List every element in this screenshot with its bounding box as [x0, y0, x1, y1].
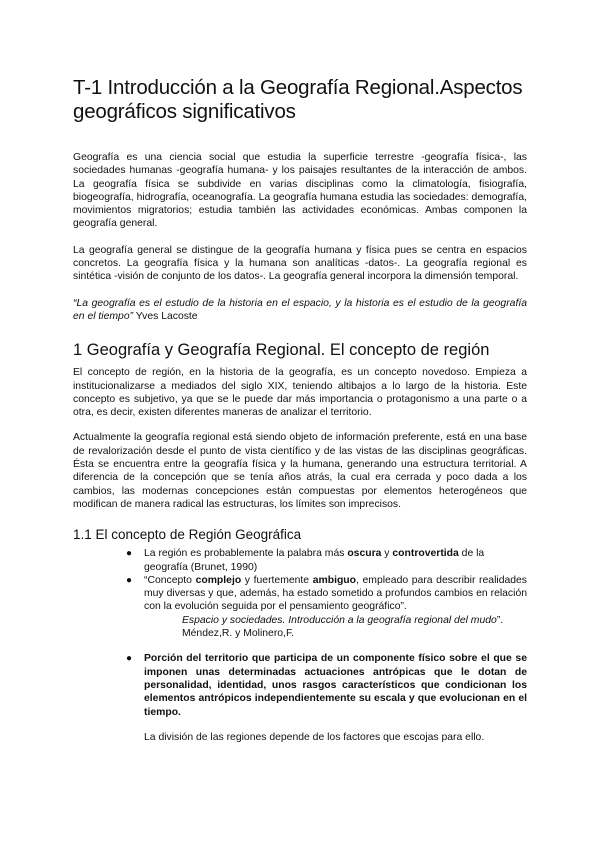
citation-authors: Méndez,R. y Molinero,F.: [182, 628, 295, 640]
citation-title: Espacio y sociedades. Introducción a la geografía regional del mudo: [182, 614, 497, 626]
item-text: , empleado para describir realidades muy diversas y que, además, ha estado sometido a profundos cambios en relación con la evolución seguida por el pensamiento geográfico”.: [144, 574, 528, 613]
item-bold: controvertida: [392, 548, 459, 560]
region-definitions-list-2: [73, 652, 527, 718]
region-definitions-list: [73, 547, 527, 613]
bullet-icon: ●: [126, 548, 133, 560]
intro-paragraph-2: La geografía general se distingue de la geografía humana y física pues se centra en espacios concretos. La geografía física y la humana son analíticas -datos-. La geografía regional es sintética -visión de conjunto de los datos-. La geografía general incorpora la dimensión temporal.: [73, 244, 527, 283]
item-bold: oscura: [347, 548, 382, 560]
page-title: T-1 Introducción a la Geografía Regional.Aspectos geográficos significativos: [73, 76, 523, 123]
section-1-heading: 1 Geografía y Geografía Regional. El concepto de región: [73, 341, 490, 360]
item-bold: ambiguo: [312, 574, 356, 586]
item-text: de la geografía (Brunet, 1990): [144, 548, 485, 573]
item-text: y: [381, 548, 393, 560]
document-page: [73, 76, 527, 744]
section-1-paragraph-2: Actualmente la geografía regional está siendo objeto de información preferente, está en una base de revalorización desde el punto de vista científico y de las vistas de las disciplinas geográficas. Ésta se encuentra entre la geografía física y la humana, generando una estructura territorial. A diferencia de la concepción que se tenía años atrás, la cual era cerrada y poco dada a los cambios, las modernas concepciones están compuestas por elementos heterogéneos que modifican de manera radical las estructuras, los límites son imprecisos.: [73, 432, 527, 510]
closing-paragraph: La división de las regiones depende de los factores que escojas para ello.: [144, 731, 485, 743]
intro-quote: [73, 297, 527, 324]
item-text: La región es probablemente la palabra más: [144, 548, 348, 560]
list-item: [73, 547, 527, 574]
citation: [182, 614, 527, 641]
quote-author: Yves Lacoste: [133, 310, 198, 322]
section-1-paragraph-1: El concepto de región, en la historia de la geografía, es un concepto novedoso. Empieza a institucionalizarse a mediados del siglo XIX, teniendo altibajos a lo largo de la historia. Este concepto es subjetivo, ya que se le puede dar más importancia o protagonismo a una parte o a otra, es decir, existen diferentes maneras de analizar el territorio.: [73, 367, 527, 419]
item-bold: complejo: [195, 574, 242, 586]
item-text: Porción del territorio que participa de un componente físico sobre el que se imponen unas determinadas actuaciones antrópicas que le dotan de personalidad, identidad, unos rasgos característicos que condicionan los elementos antrópicos independientemente su escala y que evolucionan en el tiempo.: [144, 653, 527, 718]
item-text: “Concepto: [144, 574, 196, 586]
section-1-1-heading: 1.1 El concepto de Región Geográfica: [73, 527, 302, 543]
item-text: y fuertemente: [241, 574, 313, 586]
bullet-icon: ●: [126, 653, 133, 665]
list-item: [73, 652, 527, 718]
quote-text: “La geografía es el estudio de la historia en el espacio, y la historia es el estudio de la geografía en el tiempo”: [73, 297, 527, 322]
citation-punct: ”.: [496, 614, 504, 626]
list-item: [73, 574, 527, 614]
intro-paragraph-1: Geografía es una ciencia social que estudia la superficie terrestre -geografía física-, las sociedades humanas -geografía humana- y los paisajes resultantes de la interacción de ambos. La geografía física se subdivide en varias disciplinas como la climatología, fisiografía, biogeografía, hidrografía, oceanografía. La geografía humana estudia las sociedades: demografía, movimientos migratorios; estudia también las actividades económicas. Ambas componen la geografía general.: [73, 152, 527, 230]
bullet-icon: ●: [126, 574, 133, 586]
